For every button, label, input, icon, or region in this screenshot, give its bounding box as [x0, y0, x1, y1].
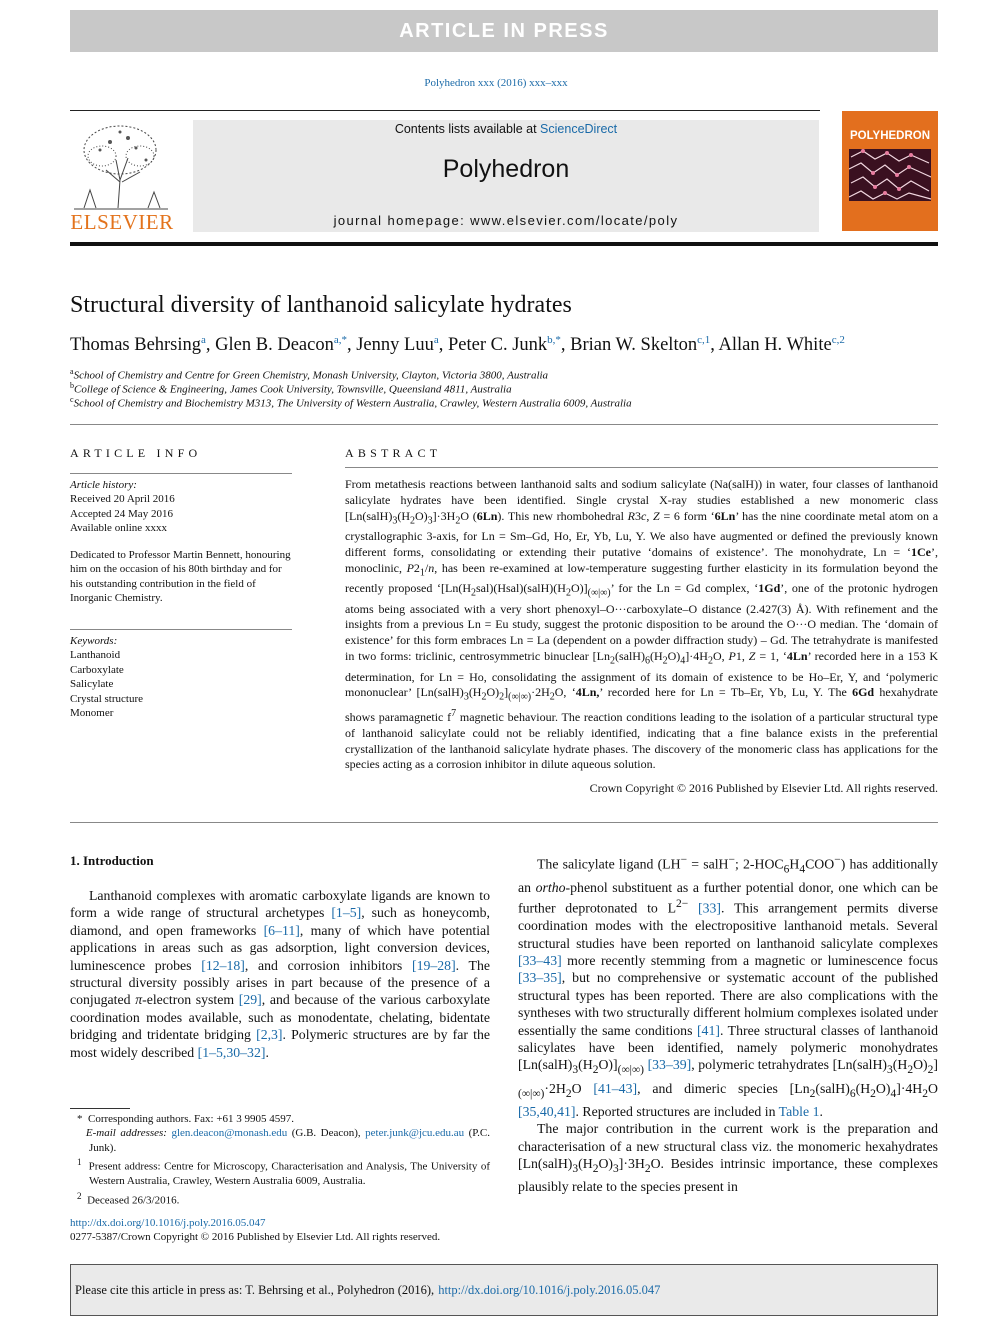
author-marks[interactable]: c,1	[697, 334, 711, 346]
article-info-rule	[70, 473, 292, 474]
affiliation-text: School of Chemistry and Centre for Green Chemistry, Monash University, Clayton, Victoria 3800, Australia	[73, 369, 549, 382]
abstract-heading: ABSTRACT	[345, 446, 442, 460]
keyword: Lanthanoid	[70, 649, 121, 662]
body-paragraph: Lanthanoid complexes with aromatic carboxylate ligands are known to form a wide range of structural archetypes [1–5], such as honeycomb, diamond, and open frameworks [6–11], many of which have potential applications in areas such as gas adsorption, light conversion devices, luminescence probes [12–18], and corrosion inhibitors [19–28]. The structural diversity possibly arises in part because of the presence of a conjugated π-electron system [29], and because of the various carboxylate coordination modes available, such as monodentate, chelating, bidentate bridging and tridentate bridging [2,3]. Polymeric structures are by far the most widely described [1–5,30–32].	[70, 888, 491, 1060]
journal-masthead	[193, 120, 819, 232]
history-label: Article history:	[70, 479, 137, 491]
abstract-rule	[345, 467, 938, 468]
article-in-press-banner: ARTICLE IN PRESS	[70, 10, 938, 52]
author-separator: ,	[346, 335, 357, 356]
author-name[interactable]: Brian W. Skelton	[570, 335, 698, 356]
header-thick-rule	[70, 242, 938, 246]
footnote-text: Present address: Centre for Microscopy, Characterisation and Analysis, The University of Western Australia, Crawley, Western Australia 6009, Australia.	[88, 1160, 491, 1188]
email-link-deacon[interactable]: glen.deacon@monash.edu	[171, 1127, 288, 1140]
citation-link[interactable]: [33]	[698, 900, 722, 916]
elsevier-wordmark: ELSEVIER	[70, 210, 174, 234]
sciencedirect-link[interactable]: ScienceDirect	[540, 122, 618, 136]
citation-link[interactable]: [1–5]	[331, 905, 362, 921]
received-date: Received 20 April 2016	[70, 493, 175, 506]
keyword: Crystal structure	[70, 692, 144, 705]
author-list	[70, 334, 845, 356]
contents-line	[193, 122, 819, 136]
journal-title: Polyhedron	[442, 155, 570, 183]
footnote-text: Deceased 26/3/2016.	[87, 1194, 180, 1207]
citation-link[interactable]: [35,40,41]	[518, 1103, 576, 1119]
affiliation-mark: a	[70, 367, 74, 376]
citation-link[interactable]: [33–39]	[647, 1057, 692, 1073]
body-paragraph: The major contribution in the current work is the preparation and characterisation of a new structural class viz. the monomeric hexahydrates $[Ln(salH)_3(H_2O)_3]\cdot 3H_2O$. Besides intrinsic importance, these complexes plausibly relate to the species present in	[518, 1121, 938, 1195]
body-column-right	[518, 852, 938, 1196]
keywords-label: Keywords:	[70, 635, 118, 647]
citation-link[interactable]: [33–35]	[518, 970, 562, 986]
doi-link[interactable]: http://dx.doi.org/10.1016/j.poly.2016.05.047	[70, 1217, 266, 1229]
abstract-copyright: Crown Copyright © 2016 Published by Elsevier Ltd. All rights reserved.	[589, 781, 938, 795]
citation-link[interactable]: [41]	[696, 1022, 720, 1038]
affiliation-text: College of Science & Engineering, James Cook University, Townsville, Queensland 4811, Australia	[74, 383, 512, 396]
email-label: E-mail addresses:	[85, 1127, 167, 1140]
issn-copyright-line: 0277-5387/Crown Copyright © 2016 Published by Elsevier Ltd. All rights reserved.	[70, 1231, 441, 1243]
keywords-block	[70, 634, 292, 720]
author-separator: ,	[205, 335, 216, 356]
citation-link[interactable]: [12–18]	[201, 957, 245, 973]
author-name[interactable]: Peter C. Junk	[447, 335, 548, 356]
footnotes	[70, 1112, 490, 1208]
affiliation-mark: c	[70, 395, 74, 404]
keyword: Carboxylate	[70, 663, 124, 676]
abstract-text: From metathesis reactions between lanthanoid salts and sodium salicylate (Na(salH)) in water, four classes of lanthanoid salicylate hydrates have been identified. Single crystal X-ray studies established a new monomeric class $[Ln(salH)_3(H_2O)_3]\cdot 3H_2O$ (6Ln). This new rhombohedral R3c, Z = 6 form ‘6Ln’ has the nine coordinate metal atom on a crystallographic 3-axis, for Ln = Sm–Gd, Ho, Er, Yb, Lu, Y. We also have augmented or defined the previously known different forms, consolidating or extending their putative ‘domains of existence’. The monohydrate, Ln = ‘1Ce’, monoclinic, $P2_1/n$, has been re-examined at low-temperature suggesting further elasticity in its formulation beyond the recently proposed ‘$[Ln(H_2sal)(Hsal)(salH)(H_2O)]_{(\infty|\infty)}$’ for the Ln = Gd complex, ‘1Gd’, one of the protonic hydrogen atoms being associated with a very short phenoxyl–O···carboxylate–O distance (2.427(3) Å). With refinement and the insights from a previous Ln = Eu study, suggest the protonic disposition to be around the O···O median. The ‘domain of existence’ for this form embraces Ln = La (dependent on a powder diffraction study) – Gd. The tetrahydrate is manifested in two forms: triclinic, centrosymmetric binuclear $[Ln_2(salH)_6(H_2O)_4]\cdot 4H_2O$, P1, Z = 1, ‘4Ln’ recorded here in a 153 K determination, for Ln = Ho, consolidating the assignment of its domain of existence to be Ho–Er, Y, and ‘polymeric mononuclear’ $[Ln(salH)_3(H_2O)_2]_{(\infty|\infty)}\cdot 2H_2O$, ‘4Ln,’ recorded here for Ln = Tb–Er, Yb, Lu, Y. The 6Gd hexahydrate shows paramagnetic $f^7$ magnetic behaviour. The reaction conditions leading to the isolation of a particular structural type of lanthanoid salicylate could not be reliably identified, indicating that a fine balance exists in the preferential crystallization of the lanthanoid salicylate hydrate phases. The discovery of the monomeric class has applications for the species acting as a corrosion inhibitor in dilute aqueous solution.	[345, 477, 939, 772]
affiliation-text: School of Chemistry and Biochemistry M313, The University of Western Australia, Crawley, Western Australia 6009, Australia	[73, 397, 632, 410]
citation-link[interactable]: [6–11]	[263, 922, 300, 938]
email-link-junk[interactable]: peter.junk@jcu.edu.au	[365, 1127, 465, 1140]
citation-box	[70, 1264, 938, 1316]
footnote-rule	[70, 1108, 130, 1109]
citation-text: Please cite this article in press as: T. Behrsing et al., Polyhedron (2016),	[75, 1282, 435, 1297]
footnote-1: $^1$ Present address: Centre for Microscopy, Characterisation and Analysis, The University of Western Australia, Crawley, Western Australia 6009, Australia.	[77, 1157, 491, 1188]
footnote-text: Corresponding authors. Fax: +61 3 9905 4597.	[88, 1113, 295, 1125]
online-date: Available online xxxx	[70, 522, 167, 535]
citation-link[interactable]: [33–43]	[518, 952, 562, 968]
author-marks[interactable]: a	[433, 334, 439, 346]
affiliation-rule	[70, 424, 938, 425]
author-name[interactable]: Thomas Behrsing	[70, 335, 202, 356]
citation-link[interactable]: [41–43]	[593, 1080, 638, 1096]
author-marks[interactable]: a,*	[333, 334, 347, 346]
author-separator: ,	[710, 335, 719, 356]
article-title: Structural diversity of lanthanoid salicylate hydrates	[70, 292, 572, 318]
citation-link[interactable]: [2,3]	[256, 1027, 283, 1043]
contents-prefix: Contents lists available at	[394, 122, 541, 136]
email-owner: (P.C. Junk).	[89, 1127, 491, 1154]
author-name[interactable]: Allan H. White	[718, 335, 832, 356]
accepted-date: Accepted 24 May 2016	[70, 507, 173, 520]
citation-link[interactable]: [1–5,30–32]	[197, 1044, 266, 1060]
citation-link[interactable]: [29]	[238, 992, 262, 1008]
section-heading: 1. Introduction	[70, 853, 154, 868]
body-column-left	[70, 887, 490, 1061]
article-history	[70, 478, 292, 536]
journal-reference-link[interactable]: Polyhedron xxx (2016) xxx–xxx	[424, 77, 568, 89]
citation-link[interactable]: [19–28]	[411, 957, 456, 973]
citation-doi-link[interactable]: http://dx.doi.org/10.1016/j.poly.2016.05.047	[438, 1282, 661, 1297]
header-rule	[70, 110, 820, 111]
journal-cover-thumbnail[interactable]	[842, 111, 938, 231]
email-owner: (G.B. Deacon),	[291, 1127, 361, 1140]
footnote-corresponding: * Corresponding authors. Fax: +61 3 9905 4597.	[77, 1113, 295, 1125]
author-name[interactable]: Jenny Luu	[356, 335, 434, 356]
author-name[interactable]: Glen B. Deacon	[215, 335, 334, 356]
affiliation-mark: b	[70, 381, 74, 390]
footnote-emails	[70, 1126, 490, 1155]
body-paragraph: The salicylate ligand (LH− = salH−; $2-HOC_6H_4COO^-$) has additionally an ortho-phenol substituent as a further potential donor, one which can be further deprotonated to $L^{2-}$ [33]. This arrangement permits diverse coordination modes with the electropositive lanthanoid metals. Several structural studies have been reported on lanthanoid salicylate complexes [33–43] more recently stemming from a magnetic or luminescence focus [33–35], but no comprehensive or systematic account of the published structural types has been reported. There are also complications with the syntheses with two structurally different holmium complexes isolated under essentially the same conditions [41]. Three structural classes of lanthanoid salicylates have been identified, namely polymeric monohydrates $[Ln(salH)_3(H_2O)]_{(\infty|\infty)}$ [33–39], polymeric tetrahydrates $[Ln(salH)_3(H_2O)_2]_{(\infty|\infty)}\cdot 2H_2O$ [41–43], and dimeric species $[Ln_2(salH)_6(H_2O)_4]\cdot 4H_2O$ [35,40,41]. Reported structures are included in Table 1.	[518, 854, 938, 1119]
cover-title: POLYHEDRON	[849, 130, 931, 142]
keyword: Monomer	[70, 707, 114, 720]
footnote-2: $^2$ Deceased 26/3/2016.	[77, 1190, 180, 1207]
author-separator: ,	[438, 335, 448, 356]
table-link[interactable]: Table 1	[778, 1103, 820, 1119]
keyword: Salicylate	[70, 678, 114, 691]
dedication: Dedicated to Professor Martin Bennett, honouring him on the occasion of his 80th birthday and for his outstanding contribution in the field of Inorganic Chemistry.	[70, 549, 291, 605]
cover-artwork	[849, 149, 931, 201]
keywords-rule	[70, 629, 292, 630]
affiliation-a	[70, 367, 548, 382]
article-info-heading: ARTICLE INFO	[70, 446, 202, 460]
body-rule	[70, 822, 938, 823]
affiliation-c	[70, 395, 632, 410]
author-separator: ,	[560, 335, 571, 356]
author-marks[interactable]: b,*	[547, 334, 561, 346]
journal-homepage[interactable]: journal homepage: www.elsevier.com/locate/poly	[333, 213, 679, 228]
author-marks[interactable]: a	[201, 334, 206, 346]
author-marks[interactable]: c,2	[831, 334, 845, 346]
affiliation-b	[70, 381, 512, 396]
